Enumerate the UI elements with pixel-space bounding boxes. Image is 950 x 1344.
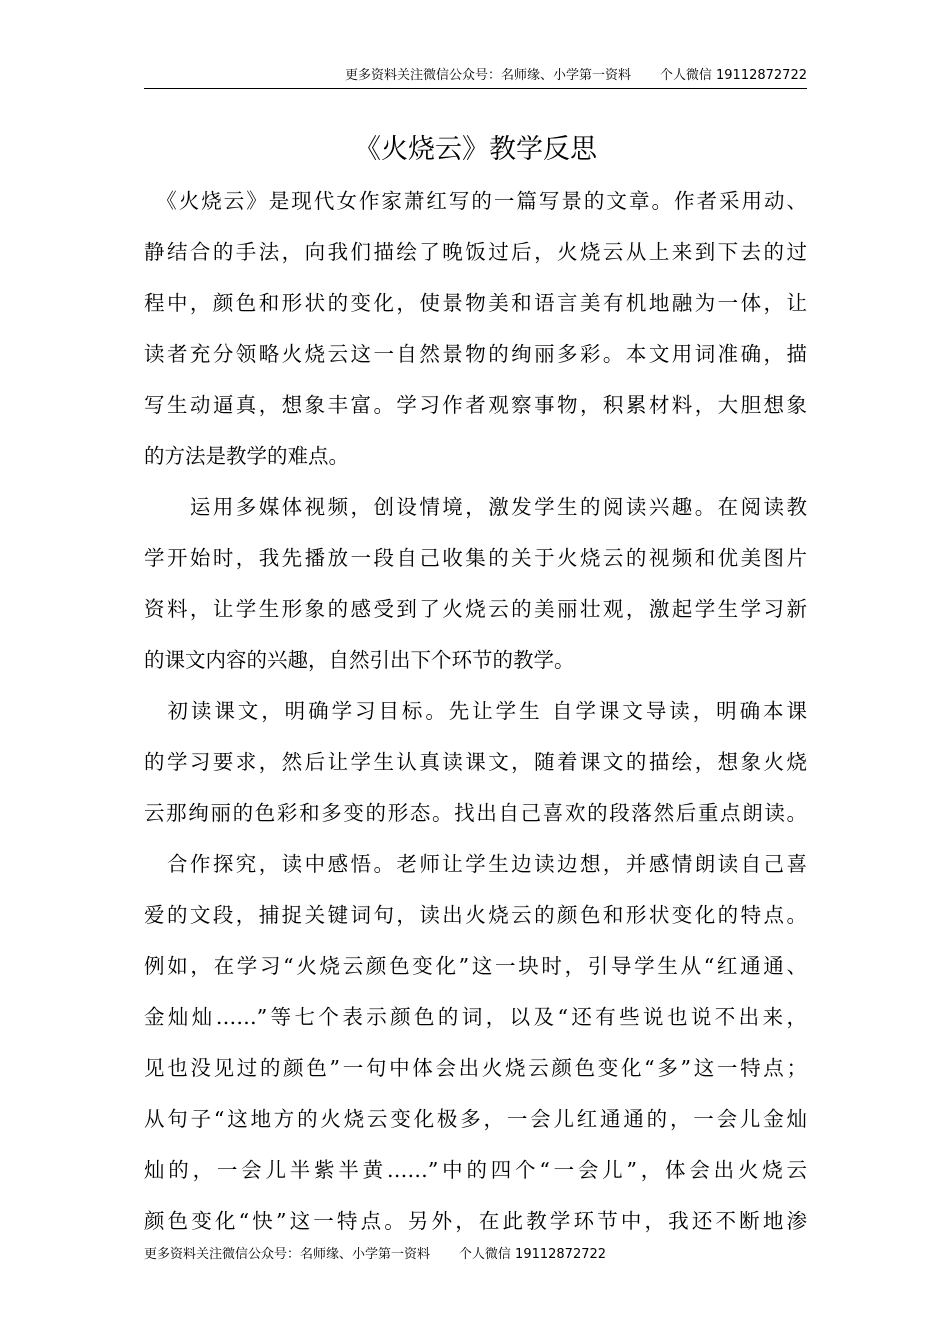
body-line: 静结合的手法，向我们描绘了晚饭过后，火烧云从上来到下去的过 [144, 240, 807, 264]
body-line: 爱的文段，捕捉关键词句，读出火烧云的颜色和形状变化的特点。 [144, 903, 807, 927]
body-line: 初读课文，明确学习目标。先让学生 自学课文导读，明确本课 [144, 699, 807, 723]
document-title: 《火烧云》教学反思 [354, 134, 597, 165]
body-line: 学开始时，我先播放一段自己收集的关于火烧云的视频和优美图片 [144, 546, 807, 570]
body-line: 的课文内容的兴趣，自然引出下个环节的教学。 [144, 648, 575, 672]
body-line: 云那绚丽的色彩和多变的形态。找出自己喜欢的段落然后重点朗读。 [144, 801, 807, 825]
body-line: 程中，颜色和形状的变化，使景物美和语言美有机地融为一体，让 [144, 291, 807, 315]
body-line: 《火烧云》是现代女作家萧红写的一篇写景的文章。作者采用动、 [144, 189, 807, 213]
page-footer: 更多资料关注微信公众号：名师缘、小学第一资料 个人微信 19112872722 [144, 1247, 607, 1262]
body-line: 例如，在学习“火烧云颜色变化”这一块时，引导学生从“红通通、 [144, 954, 807, 978]
body-line: 金灿灿……”等七个表示颜色的词，以及“还有些说也说不出来， [144, 1005, 807, 1029]
body-line: 见也没见过的颜色”一句中体会出火烧云颜色变化“多”这一特点； [144, 1056, 807, 1080]
document-body [144, 176, 807, 1247]
body-line: 读者充分领略火烧云这一自然景物的绚丽多彩。本文用词准确，描 [144, 342, 807, 366]
body-line: 从句子“这地方的火烧云变化极多，一会儿红通通的，一会儿金灿 [144, 1107, 807, 1131]
header-divider [144, 88, 807, 89]
page-header: 更多资料关注微信公众号：名师缘、小学第一资料 个人微信 19112872722 [344, 68, 807, 83]
body-line: 写生动逼真，想象丰富。学习作者观察事物，积累材料，大胆想象 [144, 393, 807, 417]
body-line: 灿的，一会儿半紫半黄……”中的四个“一会儿”，体会出火烧云 [144, 1158, 807, 1182]
body-line: 运用多媒体视频，创设情境，激发学生的阅读兴趣。在阅读教 [144, 495, 807, 519]
body-line: 颜色变化“快”这一特点。另外，在此教学环节中，我还不断地渗 [144, 1209, 807, 1233]
body-line: 资料，让学生形象的感受到了火烧云的美丽壮观，激起学生学习新 [144, 597, 807, 621]
body-line: 合作探究，读中感悟。老师让学生边读边想，并感情朗读自己喜 [144, 852, 807, 876]
body-line: 的方法是教学的难点。 [144, 444, 349, 468]
body-line: 的学习要求，然后让学生认真读课文，随着课文的描绘，想象火烧 [144, 750, 807, 774]
